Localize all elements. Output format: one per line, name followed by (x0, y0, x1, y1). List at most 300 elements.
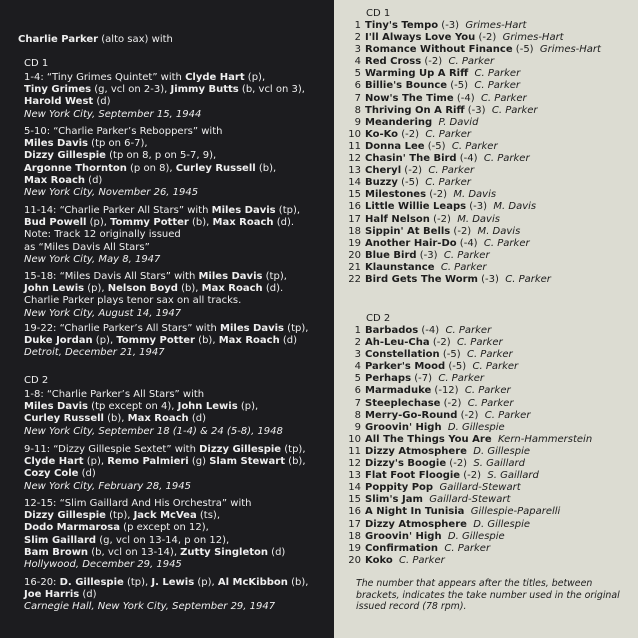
musician-name: Curley Russell (175, 162, 256, 174)
track-composer: C. Parker (419, 128, 472, 140)
musician-name: Slim Gaillard (24, 534, 97, 546)
track-item (342, 555, 634, 567)
track-composer: D. Gillespie (441, 530, 505, 542)
track-title: Little Willie Leaps (365, 201, 467, 213)
track-number: 5 (354, 373, 361, 385)
musician-name: Clyde Hart (24, 456, 84, 468)
session-block (24, 444, 330, 493)
track-composer: C. Parker (460, 349, 513, 361)
track-composer: C. Parker (461, 397, 514, 409)
session-line (24, 205, 330, 217)
session-text: 1-4: “Tiny Grimes Quintet” with (24, 72, 186, 83)
musician-name: Tiny Grimes (24, 84, 92, 96)
track-composer: C. Parker (439, 325, 492, 336)
session-place-date: New York City, February 28, 1945 (24, 480, 191, 492)
musician-name: Joe Harris (24, 589, 80, 601)
track-item (342, 434, 634, 446)
session-block (24, 577, 330, 614)
leader-name: Charlie Parker (18, 34, 99, 45)
track-title: Romance Without Finance (365, 44, 513, 56)
track-title: Sippin' At Bells (365, 225, 451, 237)
track-number: 18 (348, 530, 361, 542)
session-line (24, 217, 330, 229)
musician-name: John Lewis (177, 401, 238, 413)
track-title: Dizzy Atmosphere (365, 518, 467, 530)
musician-name: Max Roach (127, 413, 189, 425)
track-title: Ah-Leu-Cha (365, 337, 430, 349)
session-line (24, 335, 330, 347)
track-composer: D. Gillespie (441, 421, 505, 433)
track-composer: Grimes-Hart (459, 20, 527, 31)
track-item (342, 68, 634, 80)
track-composer: S. Gaillard (467, 458, 525, 470)
take-number: (-3) (466, 201, 488, 213)
track-composer: C. Parker (458, 385, 511, 397)
session-text: (b, vcl on 13-14), (88, 546, 181, 558)
track-number: 6 (354, 385, 361, 397)
take-number: (-5) (447, 80, 469, 92)
session-text: (b), (284, 456, 306, 468)
session-line (24, 510, 330, 522)
track-number: 20 (348, 554, 361, 566)
session-text: (d) (279, 335, 298, 347)
track-number: 13 (348, 165, 361, 177)
track-composer: C. Parker (450, 337, 503, 349)
track-item (342, 470, 634, 482)
track-composer: C. Parker (498, 273, 551, 285)
track-item (342, 226, 634, 238)
track-number: 21 (348, 261, 361, 273)
session-line (24, 150, 330, 162)
take-number: (-4) (456, 237, 478, 249)
take-number: (-2) (457, 409, 479, 421)
track-item (342, 189, 634, 201)
musician-name: Max Roach (212, 217, 274, 229)
session-text: (b), (103, 413, 128, 425)
track-composer: C. Parker (438, 542, 491, 554)
session-text: (tp on 8, p on 5-7, 9), (105, 150, 217, 162)
session-text: (tp), (262, 271, 287, 282)
track-composer: M. Davis (471, 225, 521, 237)
track-number: 12 (348, 458, 361, 470)
track-composer: Grimes-Hart (496, 32, 564, 44)
track-title: Marmaduke (365, 385, 432, 397)
track-number: 7 (354, 397, 361, 409)
session-line (24, 109, 330, 121)
session-text: (p), (83, 456, 108, 468)
track-title: Red Cross (365, 56, 422, 68)
track-item (342, 531, 634, 543)
musician-name: Nelson Boyd (107, 283, 178, 295)
track-item (342, 141, 634, 153)
session-text: (b), (195, 335, 219, 347)
track-title: Dizzy's Boogie (365, 458, 447, 470)
session-text: (p on 8), (126, 162, 176, 174)
take-number: (-5) (424, 140, 446, 152)
session-text: 5-10: “Charlie Parker’s Reboppers” with (24, 126, 223, 137)
session-text: (tp), (281, 444, 306, 455)
track-number: 1 (354, 325, 361, 336)
track-number: 2 (354, 32, 361, 44)
session-text: (d) (93, 96, 111, 108)
session-place-date: Hollywood, December 29, 1945 (24, 559, 182, 571)
session-line (24, 577, 330, 589)
track-number: 4 (354, 56, 361, 68)
session-text: (tp), (275, 205, 301, 216)
track-item (342, 543, 634, 555)
take-number: (-4) (456, 153, 478, 165)
track-item (342, 349, 634, 361)
session-text: (g, vcl on 13-14, p on 12), (96, 534, 230, 546)
session-place-date: New York City, November 26, 1945 (24, 187, 199, 199)
track-item (342, 80, 634, 92)
track-title: Merry-Go-Round (365, 409, 458, 421)
take-number: (-7) (411, 373, 432, 385)
track-composer: C. Parker (418, 177, 471, 189)
session-line (24, 522, 330, 534)
track-number: 15 (348, 189, 361, 201)
track-item (342, 201, 634, 213)
session-line (24, 96, 330, 108)
session-line (24, 323, 330, 335)
track-number: 2 (354, 337, 361, 349)
track-number: 12 (348, 153, 361, 165)
cd2-track-list (342, 325, 634, 567)
track-item (342, 519, 634, 531)
track-item (342, 153, 634, 165)
session-place-date: Carnegie Hall, New York City, September 29, 1947 (24, 601, 276, 613)
track-title: Buzzy (365, 177, 398, 189)
session-place-date: New York City, September 15, 1944 (24, 108, 202, 120)
musician-name: Tommy Potter (110, 217, 189, 229)
session-block (24, 72, 330, 121)
session-line (24, 163, 330, 175)
track-item (342, 44, 634, 56)
track-number: 10 (348, 128, 361, 140)
track-title: Another Hair-Do (365, 237, 457, 249)
take-number: (-2) (475, 32, 497, 44)
track-number: 13 (348, 470, 361, 482)
session-text: (g, vcl on 2-3), (91, 84, 171, 96)
session-text: (tp), (105, 510, 134, 522)
musician-name: Bud Powell (24, 217, 87, 229)
session-text: (d) (78, 468, 96, 480)
session-line (24, 426, 330, 438)
track-title: I'll Always Love You (365, 32, 476, 44)
track-title: Thriving On A Riff (365, 104, 465, 116)
take-number: (-2) (421, 56, 443, 68)
track-item (342, 422, 634, 434)
track-title: Constellation (365, 349, 440, 361)
take-number: (-4) (453, 92, 475, 104)
track-number: 16 (348, 506, 361, 518)
session-line (24, 456, 330, 468)
session-text: (p), (237, 401, 259, 413)
musician-name: Miles Davis (211, 205, 276, 216)
track-composer: M. Davis (450, 213, 500, 225)
track-item (342, 262, 634, 274)
session-text: (d) (79, 589, 97, 601)
session-line (24, 242, 330, 254)
session-text: (p), (86, 217, 111, 229)
track-number: 4 (354, 361, 361, 373)
track-title: Dizzy Atmosphere (365, 445, 467, 457)
take-number: (-5) (439, 349, 461, 361)
track-composer: Kern-Hammerstein (491, 433, 593, 445)
track-number: 10 (348, 433, 361, 445)
take-number: (-2) (460, 470, 482, 482)
musician-name: Max Roach (218, 335, 280, 347)
session-text: 15-18: “Miles Davis All Stars” with (24, 271, 199, 282)
track-title: Flat Foot Floogie (365, 470, 461, 482)
musician-name: Remo Palmieri (107, 456, 189, 468)
musician-name: Harold West (24, 96, 94, 108)
track-title: Cheryl (365, 165, 402, 177)
track-composer: M. Davis (487, 201, 537, 213)
track-number: 19 (348, 237, 361, 249)
take-number: (-2) (401, 165, 423, 177)
track-composer: C. Parker (392, 554, 445, 566)
track-item (342, 361, 634, 373)
session-line (24, 589, 330, 601)
musician-name: Miles Davis (198, 271, 263, 282)
track-composer: C. Parker (474, 92, 527, 104)
session-line (24, 84, 330, 96)
session-text: 12-15: “Slim Gaillard And His Orchestra” with (24, 498, 252, 509)
musician-name: Jack McVea (133, 510, 197, 522)
session-line (24, 283, 330, 295)
session-line (24, 271, 330, 283)
session-line (24, 468, 330, 480)
session-text: (p), (244, 72, 266, 83)
musician-name: Duke Jordan (24, 335, 93, 347)
track-number: 1 (354, 20, 361, 31)
track-title: Koko (365, 554, 393, 566)
track-title: Warming Up A Riff (365, 68, 469, 80)
track-title: Tiny's Tempo (365, 20, 439, 31)
session-block (24, 126, 330, 199)
session-text: (tp except on 4), (87, 401, 178, 413)
track-composer: C. Parker (485, 104, 538, 116)
musician-name: D. Gillespie (59, 577, 124, 588)
musician-name: Argonne Thornton (24, 162, 127, 174)
track-composer: S. Gaillard (481, 470, 539, 482)
musician-name: Dizzy Gillespie (199, 444, 282, 455)
track-title: Chasin' The Bird (365, 153, 457, 165)
session-block (24, 498, 330, 571)
session-text: (p except on 12), (119, 522, 209, 534)
track-number: 9 (354, 116, 361, 128)
session-text: as “Miles Davis All Stars” (24, 241, 150, 253)
musician-name: Bam Brown (24, 546, 89, 558)
track-number: 14 (348, 177, 361, 189)
session-line (24, 498, 330, 510)
track-title: Steeplechase (365, 397, 441, 409)
track-composer: C. Parker (468, 80, 521, 92)
musician-name: Tommy Potter (116, 335, 195, 347)
track-number: 17 (348, 213, 361, 225)
track-composer: Gaillard-Stewart (433, 482, 521, 494)
session-text: (d) (85, 174, 103, 186)
musician-name: Dizzy Gillespie (24, 510, 106, 522)
session-line (24, 347, 330, 359)
session-text: (g) (188, 456, 210, 468)
session-text: 16-20: (24, 577, 60, 588)
track-composer: C. Parker (445, 140, 498, 152)
cd1-personnel-label: CD 1 (24, 58, 49, 69)
track-composer: C. Parker (422, 165, 475, 177)
track-title: Donna Lee (365, 140, 425, 152)
track-item (342, 250, 634, 262)
track-item (342, 482, 634, 494)
track-item (342, 506, 634, 518)
take-number: (-2) (398, 128, 419, 140)
track-item (342, 398, 634, 410)
track-composer: P. David (432, 116, 479, 128)
session-block (24, 271, 330, 320)
track-composer: C. Parker (437, 249, 490, 261)
track-item (342, 385, 634, 397)
session-text: (b), (177, 283, 202, 295)
track-number: 20 (348, 249, 361, 261)
session-text: Note: Track 12 originally issued (24, 229, 181, 241)
track-title: Slim's Jam (365, 494, 423, 506)
track-item (342, 410, 634, 422)
session-text: (tp), (284, 323, 309, 334)
track-title: Confirmation (365, 542, 439, 554)
track-title: Barbados (365, 325, 419, 336)
take-number: (-5) (512, 44, 534, 56)
session-place-date: New York City, August 14, 1947 (24, 307, 182, 319)
track-number: 5 (354, 68, 361, 80)
take-number-note: The number that appears after the titles, between brackets, indicates the take number used in the original issued record (78 rpm). (356, 578, 620, 612)
track-number: 11 (348, 445, 361, 457)
session-line (24, 72, 330, 84)
session-text: 19-22: “Charlie Parker’s All Stars” with (24, 323, 221, 334)
session-line (24, 187, 330, 199)
leader-instrument: (alto sax) with (98, 34, 173, 45)
track-item (342, 373, 634, 385)
take-number: (-3) (464, 104, 486, 116)
track-title: Now's The Time (365, 92, 454, 104)
musician-name: Miles Davis (24, 138, 88, 150)
session-line (24, 444, 330, 456)
track-item (342, 93, 634, 105)
track-composer: Grimes-Hart (533, 44, 601, 56)
session-block (24, 323, 330, 360)
take-number: (-5) (397, 177, 419, 189)
musician-name: Clyde Hart (185, 72, 245, 83)
track-composer: C. Parker (478, 409, 531, 421)
track-item (342, 337, 634, 349)
track-item (342, 20, 634, 32)
track-number: 17 (348, 518, 361, 530)
track-composer: C. Parker (477, 237, 530, 249)
musician-name: John Lewis (24, 283, 85, 295)
track-number: 7 (354, 92, 361, 104)
session-text: (d) (268, 546, 286, 558)
take-number: (-2) (426, 189, 447, 201)
track-title: Milestones (365, 189, 427, 201)
track-composer: Gillespie-Paparelli (464, 506, 561, 518)
track-title: Perhaps (365, 373, 412, 385)
track-title: Blue Bird (365, 249, 417, 261)
session-text: (ts), (196, 510, 221, 522)
track-item (342, 274, 634, 286)
cd2-personnel-label: CD 2 (24, 375, 49, 386)
session-line (24, 295, 330, 307)
musician-name: Max Roach (24, 174, 85, 186)
session-text: (d). (262, 283, 284, 295)
session-line (24, 559, 330, 571)
musician-name: Curley Russell (24, 413, 104, 425)
session-place-date: Detroit, December 21, 1947 (24, 347, 165, 359)
track-composer: D. Gillespie (466, 518, 531, 530)
session-text: (p), (84, 283, 108, 295)
session-line (24, 254, 330, 266)
track-item (342, 238, 634, 250)
track-item (342, 117, 634, 129)
session-line (24, 126, 330, 138)
personnel-heading (18, 34, 173, 46)
session-line (24, 308, 330, 320)
track-number: 3 (354, 349, 361, 361)
session-line (24, 481, 330, 493)
session-line (24, 547, 330, 559)
musician-name: Zutty Singleton (180, 546, 268, 558)
session-text: (b), (255, 162, 277, 174)
session-line (24, 535, 330, 547)
track-number: 9 (354, 421, 361, 433)
track-composer: C. Parker (466, 361, 519, 373)
session-text: (d). (273, 217, 295, 229)
session-line (24, 389, 330, 401)
musician-name: Jimmy Butts (170, 84, 239, 96)
musician-name: Al McKibbon (217, 577, 288, 588)
track-composer: D. Gillespie (466, 445, 531, 457)
take-number: (-12) (431, 385, 459, 397)
track-item (342, 105, 634, 117)
track-item (342, 214, 634, 226)
session-text: (b, vcl on 3), (238, 84, 305, 96)
session-line (24, 601, 330, 613)
track-title: All The Things You Are (365, 433, 492, 445)
session-line (24, 229, 330, 241)
session-line (24, 138, 330, 150)
track-item (342, 446, 634, 458)
track-item (342, 458, 634, 470)
take-number: (-3) (416, 249, 438, 261)
track-composer: M. Davis (447, 189, 497, 201)
track-item (342, 177, 634, 189)
take-number: (-2) (429, 213, 451, 225)
take-number: (-3) (477, 273, 499, 285)
session-text: 11-14: “Charlie Parker All Stars” with (24, 205, 212, 216)
take-number: (-3) (438, 20, 460, 31)
track-number: 14 (348, 482, 361, 494)
track-number: 16 (348, 201, 361, 213)
session-text: 9-11: “Dizzy Gillespie Sextet” with (24, 444, 200, 455)
session-block (24, 389, 330, 438)
track-title: Poppity Pop (365, 482, 434, 494)
track-item (342, 129, 634, 141)
track-title: Klaunstance (365, 261, 435, 273)
track-number: 18 (348, 225, 361, 237)
session-line (24, 401, 330, 413)
track-title: Meandering (365, 116, 433, 128)
take-number: (-2) (446, 458, 468, 470)
track-title: Half Nelson (365, 213, 430, 225)
